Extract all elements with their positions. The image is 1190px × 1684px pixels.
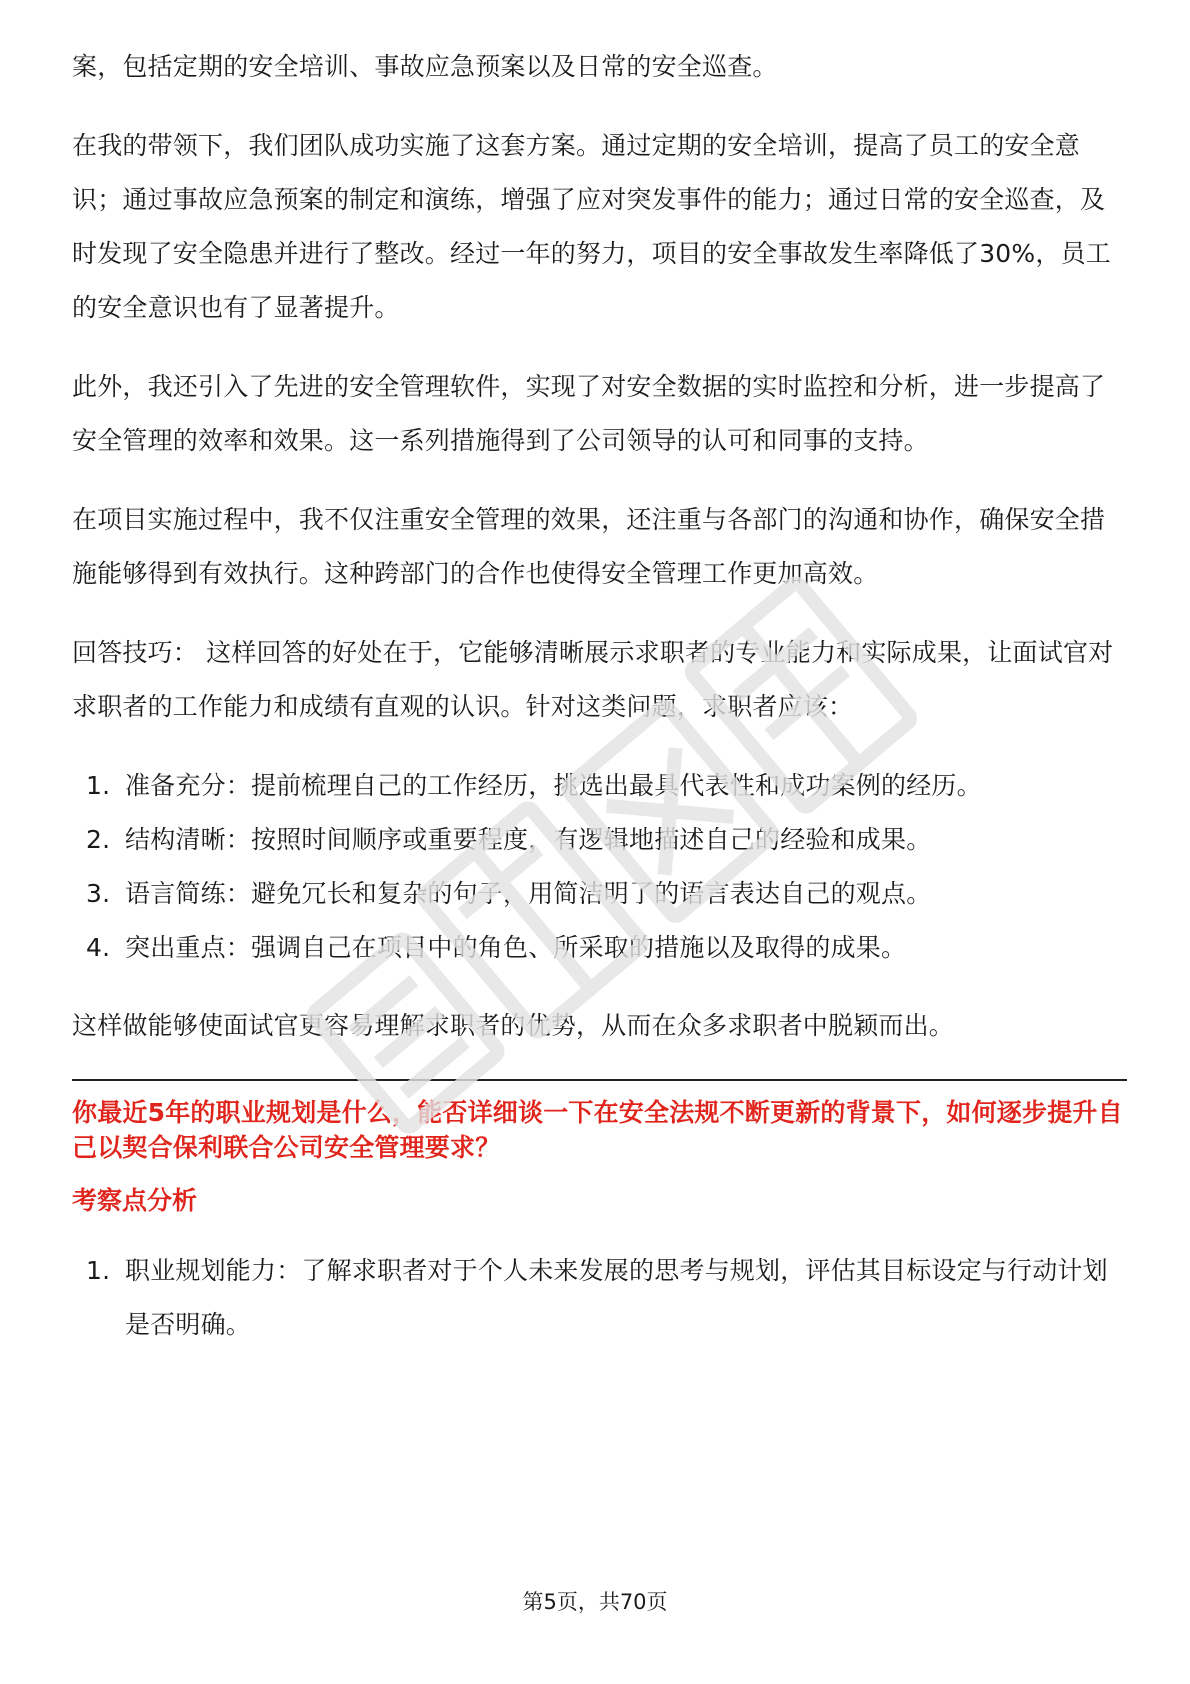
document-body (72, 40, 1127, 1376)
list-text: 准备充分：提前梳理自己的工作经历，挑选出最具代表性和成功案例的经历。 (125, 771, 982, 800)
list-number: 4. (86, 933, 111, 962)
page-number: 第5页，共70页 (522, 1590, 668, 1614)
paragraph-2: 在我的带领下，我们团队成功实施了这套方案。通过定期的安全培训，提高了员工的安全意识；通过事故应急预案的制定和演练，增强了应对突发事件的能力；通过日常的安全巡查，及时发现了安全隐患并进行了整改。经过一年的努力，项目的安全事故发生率降低了30%，员工的安全意识也有了显著提升。 (72, 131, 1111, 322)
list-item (72, 759, 1127, 813)
list-text: 语言简练：避免冗长和复杂的句子，用简洁明了的语言表达自己的观点。 (125, 879, 932, 908)
list-text: 结构清晰：按照时间顺序或重要程度，有逻辑地描述自己的经验和成果。 (125, 825, 932, 854)
list-text: 突出重点：强调自己在项目中的角色、所采取的措施以及取得的成果。 (125, 933, 907, 962)
list-number: 1. (86, 1256, 111, 1285)
list-item (72, 813, 1127, 867)
list-text: 职业规划能力：了解求职者对于个人未来发展的思考与规划，评估其目标设定与行动计划是否明确。 (125, 1256, 1108, 1339)
list-number: 3. (86, 879, 111, 908)
interview-question: 你最近5年的职业规划是什么，能否详细谈一下在安全法规不断更新的背景下，如何逐步提升自己以契合保利联合公司安全管理要求？ (72, 1098, 1123, 1162)
list-item (72, 1244, 1127, 1352)
analysis-list (72, 1244, 1127, 1352)
closing-paragraph: 这样做能够使面试官更容易理解求职者的优势，从而在众多求职者中脱颖而出。 (72, 1011, 955, 1040)
section-divider (72, 1079, 1127, 1081)
paragraph-1: 案，包括定期的安全培训、事故应急预案以及日常的安全巡查。 (72, 52, 778, 81)
list-item (72, 867, 1127, 921)
paragraph-3: 此外，我还引入了先进的安全管理软件，实现了对安全数据的实时监控和分析，进一步提高了安全管理的效率和效果。这一系列措施得到了公司领导的认可和同事的支持。 (72, 372, 1106, 455)
paragraph-4: 在项目实施过程中，我不仅注重安全管理的效果，还注重与各部门的沟通和协作，确保安全措施能够得到有效执行。这种跨部门的合作也使得安全管理工作更加高效。 (72, 505, 1106, 588)
list-item (72, 921, 1127, 975)
list-number: 1. (86, 771, 111, 800)
list-number: 2. (86, 825, 111, 854)
tips-list (72, 759, 1127, 975)
answer-tips-intro: 回答技巧： 这样回答的好处在于，它能够清晰展示求职者的专业能力和实际成果，让面试官对求职者的工作能力和成绩有直观的认识。针对这类问题，求职者应该： (72, 638, 1114, 721)
analysis-heading: 考察点分析 (72, 1186, 198, 1215)
